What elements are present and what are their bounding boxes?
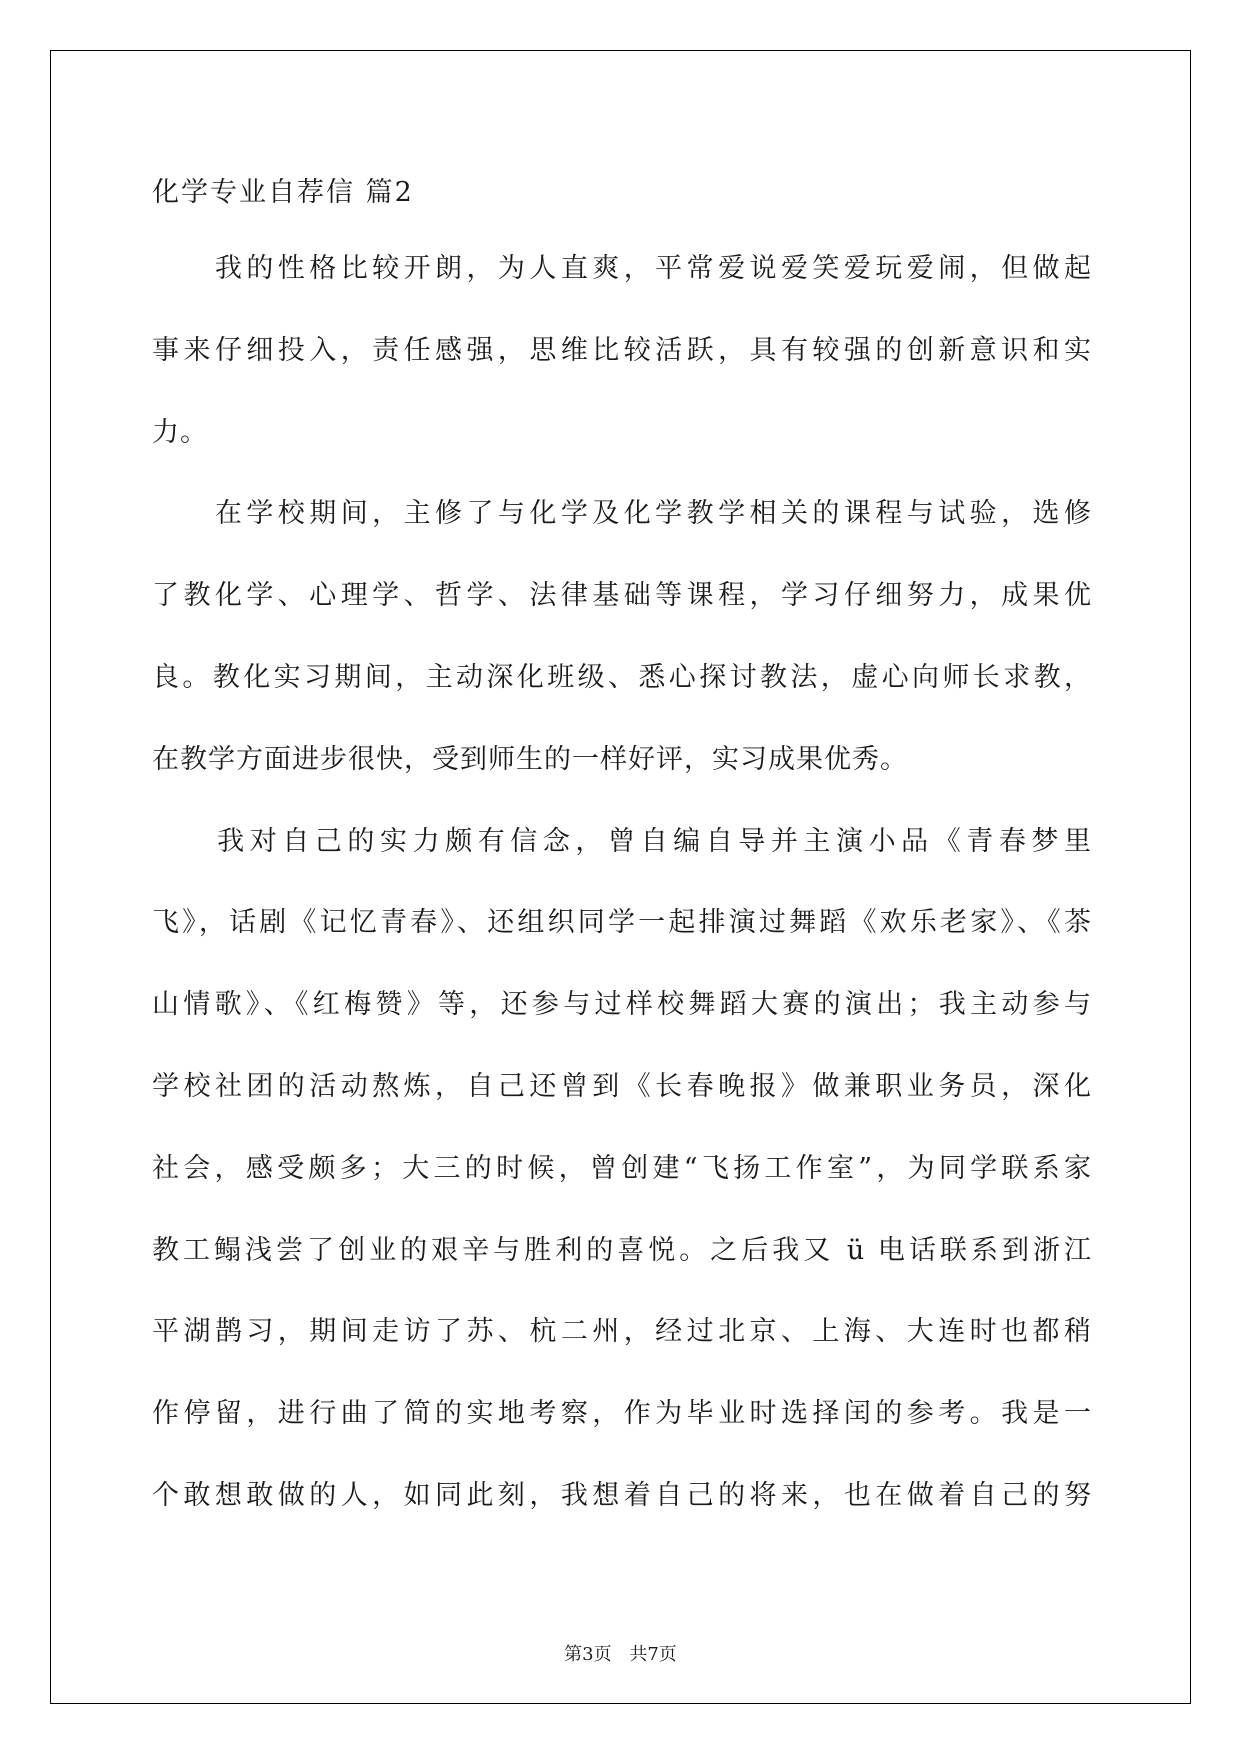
body-line: 我的性格比较开朗，为人直爽，平常爱说爱笑爱玩爱闹，但做起 xyxy=(152,253,1092,284)
body-line: 个敢想敢做的人，如同此刻，我想着自己的将来，也在做着自己的努 xyxy=(152,1479,1092,1511)
body-line: 飞》，话剧《记忆青春》、还组织同学一起排演过舞蹈《欢乐老家》、《茶 xyxy=(152,907,1092,939)
document-title: 化学专业自荐信 篇2 xyxy=(152,177,414,208)
body-line: 教工鳎浅尝了创业的艰辛与胜利的喜悦。之后我又 ü 电话联系到浙江 xyxy=(152,1234,1092,1266)
page-footer xyxy=(0,1640,1241,1666)
body-line: 事来仔细投入，责任感强，思维比较活跃，具有较强的创新意识和实 xyxy=(152,334,1092,366)
body-line: 了教化学、心理学、哲学、法律基础等课程，学习仔细努力，成果优 xyxy=(152,580,1092,612)
body-line: 山情歌》、《红梅赞》等，还参与过样校舞蹈大赛的演出；我主动参与 xyxy=(152,989,1092,1021)
body-line: 社会，感受颇多；大三的时候，曾创建“飞扬工作室”，为同学联系家 xyxy=(152,1152,1092,1184)
body-line: 我对自己的实力颇有信念，曾自编自导并主演小品《青春梦里 xyxy=(152,825,1092,857)
page-total: 共7页 xyxy=(629,1644,677,1665)
body-line: 学校社团的活动熬炼，自己还曾到《长春晚报》做兼职业务员，深化 xyxy=(152,1070,1092,1102)
body-line: 良。教化实习期间，主动深化班级、悉心探讨教法，虚心向师长求教， xyxy=(152,661,1092,693)
body-line: 作停留，进行曲了简的实地考察，作为毕业时选择闰的参考。我是一 xyxy=(152,1398,1092,1430)
body-line: 在教学方面进步很快，受到师生的一样好评，实习成果优秀。 xyxy=(152,743,908,775)
body-line: 力。 xyxy=(152,416,208,448)
page-number: 第3页 xyxy=(564,1644,612,1665)
body-line: 平湖鹊习，期间走访了苏、杭二州，经过北京、上海、大连时也都稍 xyxy=(152,1316,1092,1348)
body-line: 在学校期间，主修了与化学及化学教学相关的课程与试验，选修 xyxy=(152,498,1092,530)
document-body xyxy=(152,228,1092,1537)
